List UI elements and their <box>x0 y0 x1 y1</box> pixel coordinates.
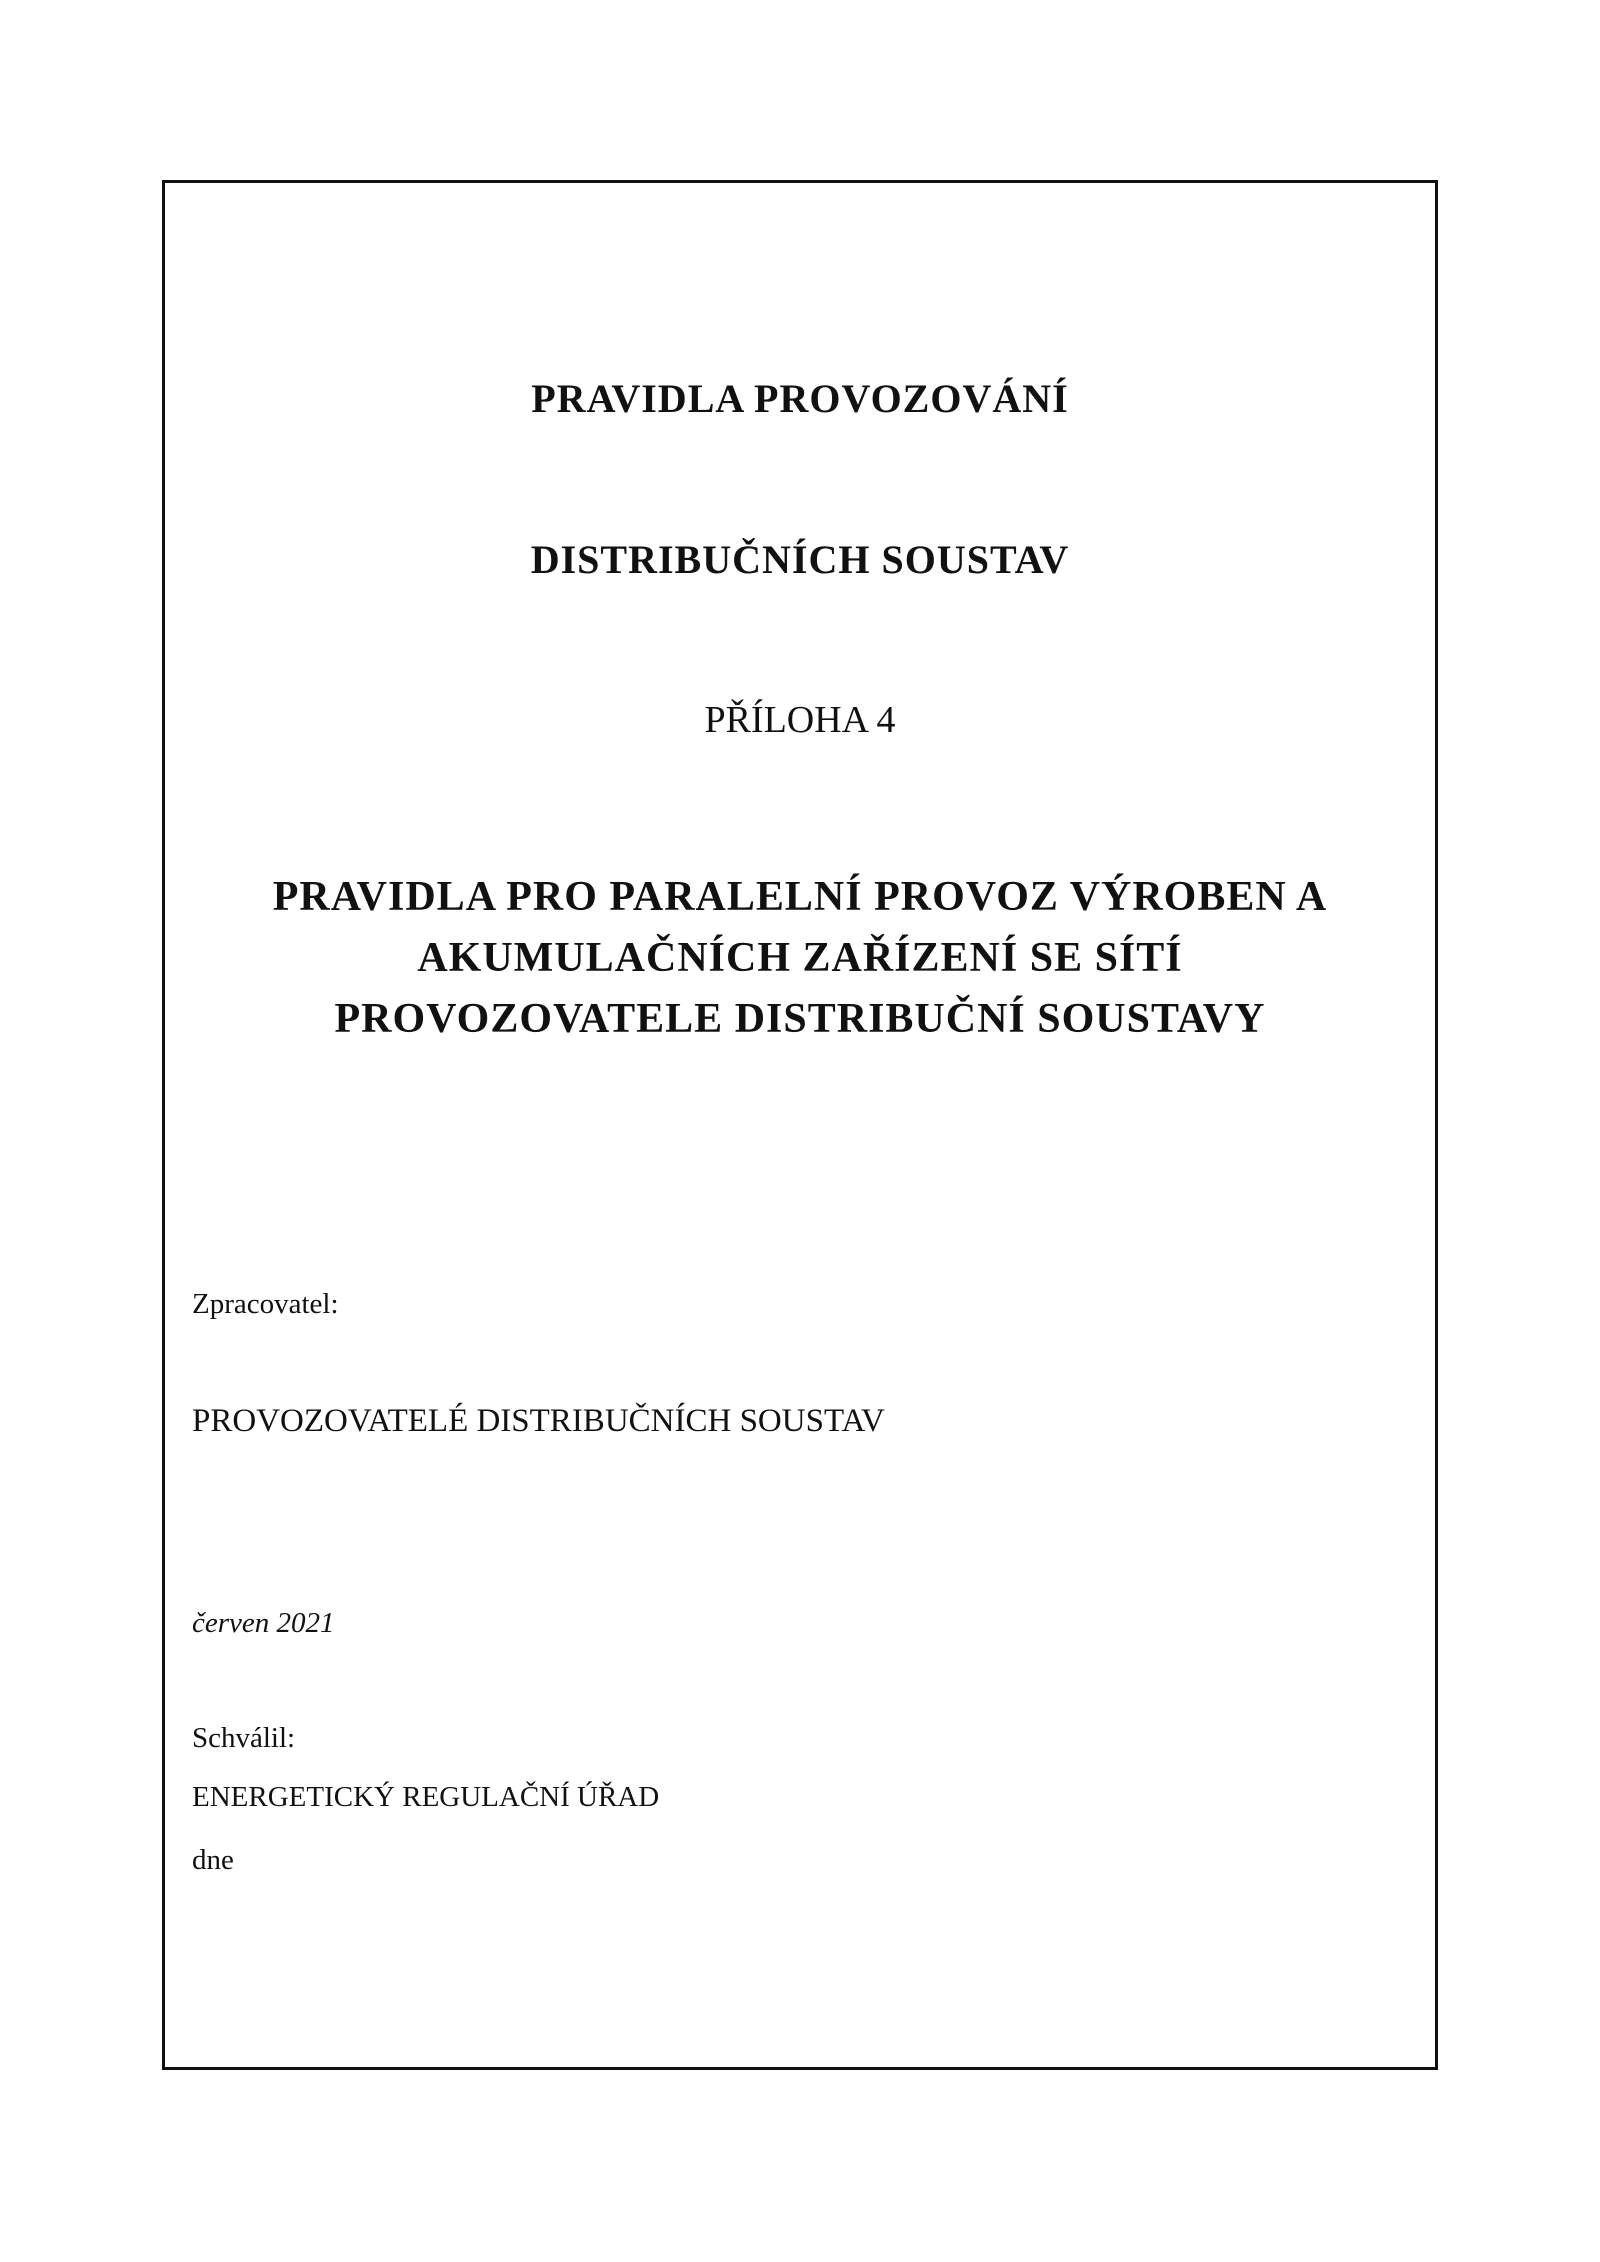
cover-frame <box>162 180 1438 2070</box>
day-label: dne <box>192 1844 234 1876</box>
main-title-line-1: PRAVIDLA PRO PARALELNÍ PROVOZ VÝROBEN A <box>272 874 1328 920</box>
approved-by: ENERGETICKÝ REGULAČNÍ ÚŘAD <box>192 1781 660 1813</box>
title-line-1: PRAVIDLA PROVOZOVÁNÍ <box>531 376 1069 421</box>
processor-name: PROVOZOVATELÉ DISTRIBUČNÍCH SOUSTAV <box>192 1403 885 1439</box>
title-line-2: DISTRIBUČNÍCH SOUSTAV <box>530 537 1070 582</box>
main-title-line-3: PROVOZOVATELE DISTRIBUČNÍ SOUSTAVY <box>334 996 1266 1042</box>
main-title <box>165 867 1435 1050</box>
processor-label: Zpracovatel: <box>192 1288 339 1320</box>
main-title-line-2: AKUMULAČNÍCH ZAŘÍZENÍ SE SÍTÍ <box>417 935 1183 981</box>
approved-label: Schválil: <box>192 1722 296 1754</box>
annex-label: PŘÍLOHA 4 <box>704 699 896 741</box>
document-date: červen 2021 <box>192 1607 335 1639</box>
